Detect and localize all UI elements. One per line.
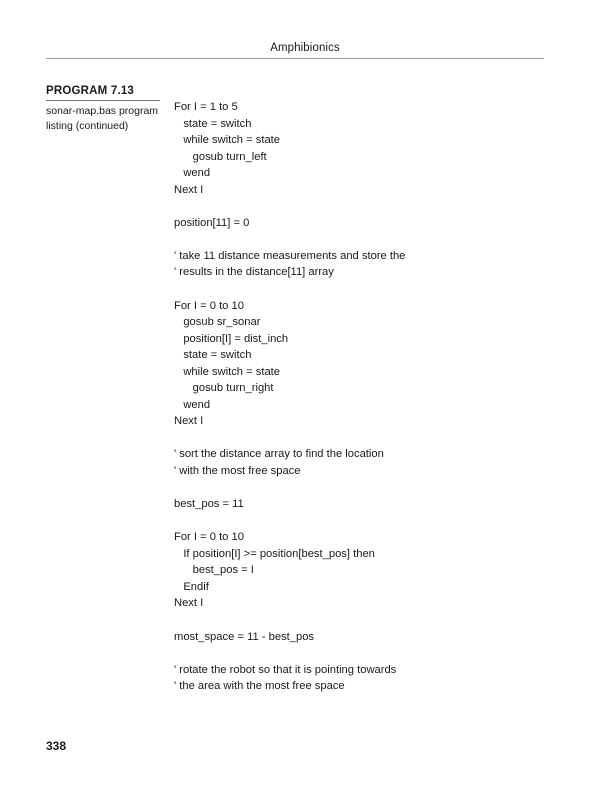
- code-line: [174, 513, 405, 530]
- code-line: best_pos = 11: [174, 498, 244, 511]
- code-line: wend: [174, 167, 211, 180]
- page-number: 338: [46, 739, 67, 753]
- code-line: If position[I] >= position[best_pos] then: [174, 547, 375, 560]
- code-line: while switch = state: [174, 365, 281, 378]
- code-line: ' results in the distance[11] array: [174, 266, 334, 279]
- code-line: For I = 0 to 10: [174, 299, 244, 312]
- code-line: gosub sr_sonar: [174, 316, 261, 329]
- header-rule: [46, 58, 544, 59]
- code-line: position[I] = dist_inch: [174, 332, 289, 345]
- code-line: [174, 645, 405, 662]
- code-line: [174, 231, 405, 248]
- code-line: best_pos = I: [174, 564, 254, 577]
- program-label: PROGRAM 7.13: [46, 85, 135, 97]
- running-head: Amphibionics: [270, 42, 340, 54]
- code-line: Endif: [174, 580, 209, 593]
- code-line: ' take 11 distance measurements and store the: [174, 249, 406, 262]
- code-line: [174, 612, 405, 629]
- code-line: [174, 480, 405, 497]
- code-line: state = switch: [174, 349, 252, 362]
- program-label-rule: [46, 100, 160, 101]
- code-line: For I = 1 to 5: [174, 101, 238, 113]
- code-line: while switch = state: [174, 134, 281, 147]
- code-line: Next I: [174, 183, 204, 196]
- code-line: state = switch: [174, 117, 252, 130]
- code-line: ' the area with the most free space: [174, 680, 345, 693]
- code-line: [174, 430, 405, 447]
- code-line: ' sort the distance array to find the location: [174, 448, 384, 461]
- code-line: ' with the most free space: [174, 465, 301, 478]
- code-line: ' rotate the robot so that it is pointing towards: [174, 663, 397, 676]
- code-line: most_space = 11 - best_pos: [174, 630, 315, 643]
- code-line: For I = 0 to 10: [174, 531, 244, 544]
- code-line: Next I: [174, 415, 204, 428]
- code-line: [174, 281, 405, 298]
- code-line: gosub turn_right: [174, 382, 274, 395]
- code-line: gosub turn_left: [174, 150, 267, 163]
- code-line: wend: [174, 398, 211, 411]
- code-listing: [174, 99, 405, 695]
- code-line: [174, 198, 405, 215]
- code-line: Next I: [174, 597, 204, 610]
- program-caption: sonar-map.bas program listing (continued): [46, 105, 159, 132]
- code-line: position[11] = 0: [174, 216, 250, 229]
